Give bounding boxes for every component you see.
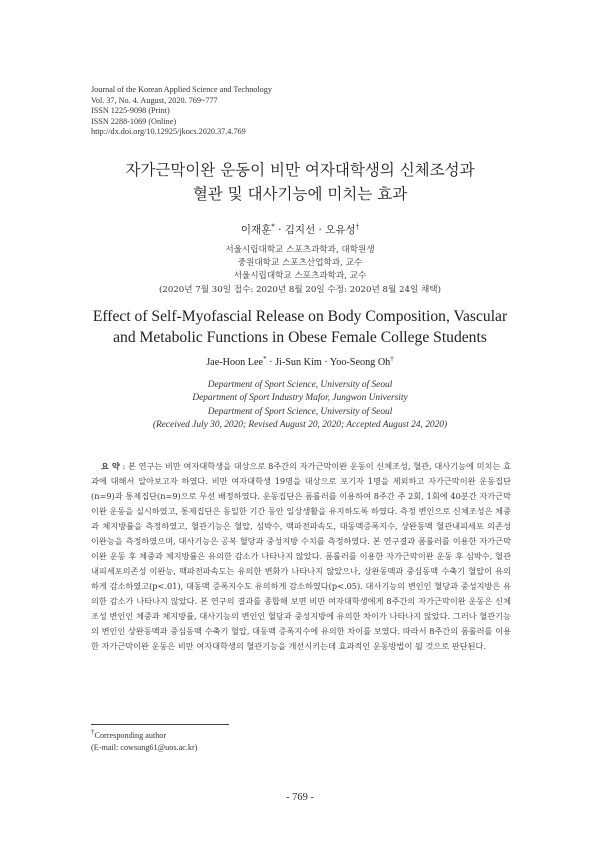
corresponding-mark: † — [390, 355, 394, 363]
korean-author-1: 이재훈 — [240, 224, 272, 236]
journal-info — [91, 85, 272, 138]
korean-affiliation-3: 서울시립대학교 스포츠과학과, 교수 — [233, 271, 367, 282]
author-mark: * — [271, 223, 275, 231]
doi-link[interactable]: http://dx.doi.org/10.12925/jkocs.2020.37.4.769 — [91, 127, 246, 136]
journal-name: Journal of the Korean Applied Science and Technology — [91, 85, 272, 94]
english-title-line-2: and Metabolic Functions in Obese Female College Students — [113, 328, 487, 346]
author-separator: · — [321, 357, 330, 368]
author-separator: · — [266, 357, 276, 368]
english-authors — [0, 357, 600, 368]
english-affiliations — [0, 379, 600, 432]
english-affiliation-2: Department of Sport Industry Mafor, Jungwon University — [192, 393, 408, 404]
page-number: - 769 - — [286, 792, 314, 803]
korean-author-3: 오유성 — [325, 224, 356, 236]
english-affiliation-1: Department of Sport Science, University of Seoul — [207, 380, 393, 390]
korean-affiliation-2: 중원대학교 스포츠산업학과, 교수 — [237, 258, 363, 269]
english-dates: (Received July 30, 2020; Revised August 20, 2020; Accepted August 24, 2020) — [152, 419, 448, 430]
issn-online: ISSN 2288-1069 (Online) — [91, 116, 177, 126]
author-separator: · — [274, 224, 285, 236]
author-mark: * — [263, 355, 267, 363]
english-author-1: Jae-Hoon Lee — [206, 357, 264, 368]
korean-authors — [0, 222, 600, 237]
english-title-line-1: Effect of Self-Myofascial Release on Body Composition, Vascular — [92, 308, 508, 325]
korean-affiliations — [0, 244, 600, 297]
issn-print: ISSN 1225-9098 (Print) — [91, 106, 170, 115]
korean-author-2: 김지선 — [284, 224, 316, 236]
english-author-2: Ji-Sun Kim — [275, 357, 322, 368]
footnote-divider — [91, 724, 229, 725]
corresponding-mark: † — [91, 728, 95, 736]
abstract-text: : 본 연구는 비만 여자대학생을 대상으로 8주간의 자가근막이완 운동이 신체조성, 혈관, 대사기능에 미치는 효과에 대해서 알아보고자 하였다. 비만 여자대학생 19명을 대상으로 포기자 1명을 제외하고 자가근막이완 운동집단(n=9)과 통제집단(n=9)으로 무선 배정하였다. 운동집단은 폼롤러를 이용하여 8주간 주 2회, 1회에 40분간 자가근막이완 운동을 실시하였고, 통제집단은 동일한 기간 동안 일상생활을 유지하도록 하였다. 측정 변인으로 신체조성은 체중과 체지방률을 측정하였고, 혈관기능은 혈압, 심박수, 맥파전파속도, 대동맥증폭지수, 상완동맥 혈관내피세포 의존성 이완능을 측정하였으며, 대사기능은 공복 혈당과 중성지방 수치를 측정하였다. 본 연구결과 폼롤러를 이용한 자가근막이완 운동 후 체중과 체지방률은 유의한 감소가 나타나지 않았다. 폼롤러를 이용한 자가근막이완 운동 후 심박수, 혈관내피세포의존성 이완능, 맥파전파속도는 유의한 변화가 나타나지 않았으나, 상완동맥과 중심동맥 수축기 혈압이 유의하게 감소하였고(p<.01), 대동맥 증폭지수도 유의하게 감소하였다(p<.05). 대사기능의 변인인 혈당과 중성지방은 유의한 감소가 나타나지 않았다. 본 연구의 결과를 종합해 보면 비만 여자대학생에게 8주간의 자가근막이완 운동은 신체조성 변인인 체중과 체지방률, 대사기능의 변인인 혈당과 중성지방에 유의한 차이가 나타나지 않았다. 그러나 혈관기능의 변인인 상완동맥과 중심동맥 수축기 혈압, 대동맥 증폭지수에 유의한 차이를 보였다. 따라서 8주간의 폼롤러를 이용한 자가근막이완 운동은 비만 여자대학생의 혈관기능을 개선시키는데 효과적인 운동방법이 될 것으로 판단된다. — [91, 461, 511, 651]
english-title — [0, 307, 600, 348]
abstract — [91, 459, 511, 654]
korean-title — [0, 158, 600, 206]
english-affiliation-3: Department of Sport Science, University of Seoul — [207, 406, 393, 417]
korean-affiliation-1: 서울시립대학교 스포츠과학과, 대학원생 — [225, 245, 375, 255]
corresponding-mark: † — [355, 223, 360, 231]
abstract-label: 요 약 — [101, 461, 120, 471]
footnote — [91, 730, 197, 753]
footnote-email: (E-mail: cowsung61@uos.ac.kr) — [91, 742, 198, 752]
english-author-3: Yoo-Seong Oh — [329, 357, 391, 368]
korean-dates: (2020년 7월 30일 접수: 2020년 8월 20일 수정: 2020년 8월 24일 채택) — [159, 284, 441, 295]
journal-volume: Vol. 37, No. 4. August, 2020. 769~777 — [91, 95, 218, 105]
author-separator: · — [315, 224, 326, 236]
korean-title-line-2: 혈관 및 대사기능에 미치는 효과 — [192, 185, 408, 203]
korean-title-line-1: 자가근막이완 운동이 비만 여자대학생의 신체조성과 — [125, 161, 475, 179]
footnote-corresponding-author: Corresponding author — [94, 731, 167, 740]
